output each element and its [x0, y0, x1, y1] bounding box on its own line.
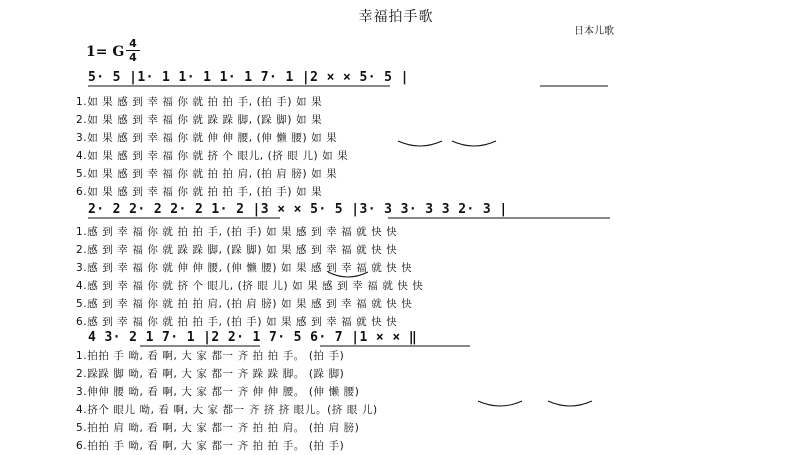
- lyric-line: 2.如 果 感 到 幸 福 你 就 跺 跺 脚, (跺 脚) 如 果: [76, 114, 323, 126]
- lyric-line: 1.拍拍 手 呦, 看 啊, 大 家 都一 齐 拍 拍 手。 (拍 手): [76, 350, 345, 362]
- lyric-line: 6.感 到 幸 福 你 就 拍 拍 手, (拍 手) 如 果 感 到 幸 福 就 快 快: [76, 316, 398, 328]
- time-signature: [126, 38, 140, 63]
- lyric-line: 1.感 到 幸 福 你 就 拍 拍 手, (拍 手) 如 果 感 到 幸 福 就 快 快: [76, 226, 398, 238]
- lyric-line: 4.挤个 眼儿 呦, 看 啊, 大 家 都一 齐 挤 挤 眼儿。(挤 眼 儿): [76, 404, 378, 416]
- notation-line-1: 5· 5 |1· 1 1· 1 1· 1 7· 1 |2 × × 5· 5 |: [88, 70, 409, 85]
- notation-line-2: 2· 2 2· 2 2· 2 1· 2 |3 × × 5· 5 |3· 3 3· 3 3 2· 3 |: [88, 202, 508, 217]
- tie-mark: [478, 401, 522, 406]
- key-signature: 1= G: [86, 44, 125, 60]
- lyric-line: 3.伸伸 腰 呦, 看 啊, 大 家 都一 齐 伸 伸 腰。 (伸 懒 腰): [76, 386, 360, 398]
- lyric-line: 4.如 果 感 到 幸 福 你 就 挤 个 眼儿, (挤 眼 儿) 如 果: [76, 150, 349, 162]
- lyric-line: 1.如 果 感 到 幸 福 你 就 拍 拍 手, (拍 手) 如 果: [76, 96, 323, 108]
- song-author: 日本儿歌: [574, 26, 614, 37]
- lyric-line: 6.如 果 感 到 幸 福 你 就 拍 拍 手, (拍 手) 如 果: [76, 186, 323, 198]
- lyric-line: 3.感 到 幸 福 你 就 伸 伸 腰, (伸 懒 腰) 如 果 感 到 幸 福 就 快 快: [76, 262, 413, 274]
- time-signature-bottom: 4: [129, 51, 137, 64]
- lyric-line: 5.感 到 幸 福 你 就 拍 拍 肩, (拍 肩 膀) 如 果 感 到 幸 福 就 快 快: [76, 298, 413, 310]
- lyric-line: 5.拍拍 肩 呦, 看 啊, 大 家 都一 齐 拍 拍 肩。 (拍 肩 膀): [76, 422, 360, 434]
- lyric-line: 2.感 到 幸 福 你 就 跺 跺 脚, (跺 脚) 如 果 感 到 幸 福 就 快 快: [76, 244, 398, 256]
- lyric-line: 2.跺跺 脚 呦, 看 啊, 大 家 都一 齐 跺 跺 脚。 (跺 脚): [76, 368, 345, 380]
- time-signature-top: 4: [129, 37, 137, 50]
- lyric-line: 3.如 果 感 到 幸 福 你 就 伸 伸 腰, (伸 懒 腰) 如 果: [76, 132, 338, 144]
- tie-mark: [452, 141, 496, 146]
- lyric-line: 4.感 到 幸 福 你 就 挤 个 眼儿, (挤 眼 儿) 如 果 感 到 幸 福 就 快 快: [76, 280, 424, 292]
- notation-line-3: 4 3· 2 1 7· 1 |2 2· 1 7· 5 6· 7 |1 × × ‖: [88, 330, 418, 345]
- lyric-line: 6.拍拍 手 呦, 看 啊, 大 家 都一 齐 拍 拍 手。 (拍 手): [76, 440, 345, 452]
- song-title: 幸福拍手歌: [358, 9, 434, 25]
- lyric-line: 5.如 果 感 到 幸 福 你 就 拍 拍 肩, (拍 肩 膀) 如 果: [76, 168, 338, 180]
- tie-mark: [398, 141, 442, 146]
- tie-mark: [548, 401, 592, 406]
